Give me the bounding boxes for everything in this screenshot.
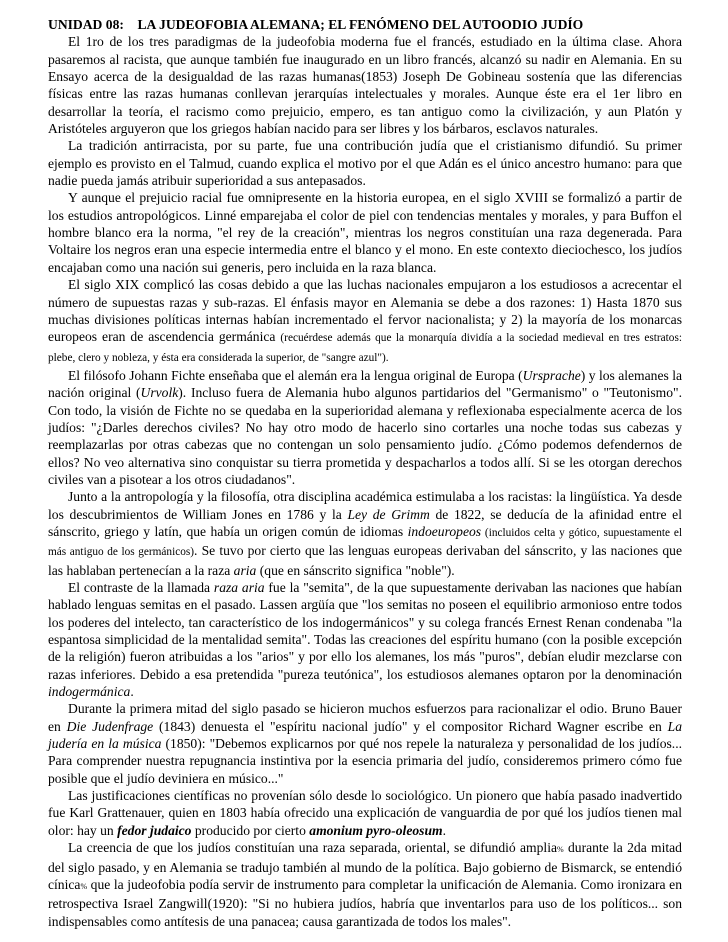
abbrev-mark-1: % xyxy=(557,845,564,855)
term-ley-de-grimm: Ley de Grimm xyxy=(347,506,430,522)
paragraph-9-text-b: producido por cierto xyxy=(191,822,310,838)
paragraph-2: La tradición antirracista, por su parte, fue una contribución judía que el cristianismo difundió. Su primer ejemplo es provisto en el Talmud, cuando explica el motivo por el que Adán es el único ancestro humano: para que nadie pueda jamás atribuir superioridad a sus antepasados. xyxy=(48,138,682,189)
paragraph-5-text-a: El filósofo Johann Fichte enseñaba que el alemán era la lengua original de Europa ( xyxy=(68,367,523,383)
term-raza-aria: raza aria xyxy=(213,580,265,595)
paragraph-1: El 1ro de los tres paradigmas de la judeofobia moderna fue el francés, estudiado en la última clase. Ahora pasaremos al racista, que aunque también fue inaugurado en un libro francés, alcanzó su nadir en Alemania. En su Ensayo acerca de la desigualdad de las razas humanas(1853) Joseph De Gobineau sostenía que las diferencias físicas entre las razas humanas conllevan jerarquías intelectuales y morales. Aunque éste era el 1er libro en desarrollar la teoría, el racismo como prejuicio, empero, es tan antiguo como la civilización, y aun Platón y Aristóteles arguyeron que los griegos habían nacido para ser libres y los bárbaros, esclavos naturales. xyxy=(48,34,682,137)
paragraph-9-text-a: Las justificaciones científicas no provenían sólo desde lo sociológico. Un pionero que había pasado inadvertido fue Karl Grattenauer, quien en 1803 había ofrecido una explicación de vanguardia de por qué los judíos tienen mal olor: hay un xyxy=(48,788,682,838)
term-ursprache: Ursprache xyxy=(522,367,581,383)
term-amonium: amonium pyro-oleosum xyxy=(309,822,443,838)
abbrev-mark-2: % xyxy=(80,881,88,891)
paragraph-7-text-c: . xyxy=(130,684,134,700)
paragraph-8-text-c: (1850): "Debemos explicarnos por qué nos repele la naturaleza y personalidad de los judíos... Para comprender nuestra repugnancia instintiva por la esencia primaria del judío, consideremos primero cómo fue posible que el judío deviniera en músico..." xyxy=(48,736,682,786)
paragraph-6-text-d: (que en sánscrito significa "noble"). xyxy=(256,562,455,578)
paragraph-10 xyxy=(48,839,682,930)
paragraph-5-text-c: ). Incluso fuera de Alemania hubo algunos partidarios del "Germanismo" o "Teutonismo". Con todo, la visión de Fichte no se quedaba en la superioridad alemana y reflexionaba especialmente acerca de los judíos: "¿Darles derechos civiles? No hay otro modo de hacerlo sino cortarles una noche todas sus cabezas y reemplazarlas por otras cabezas que no contengan un solo pensamiento judío. ¿Cómo podemos defendernos de ellos? No veo alternativa sino conquistar su tierra prometida y despacharlos a todos allí. Si se les otorgan derechos civiles van a pisotear a los otros ciudadanos". xyxy=(48,385,683,487)
paragraph-6-text-c: . Se tuvo por cierto que las lenguas europeas derivaban del sánscrito, y las naciones que las hablaban pertenecían a la raza xyxy=(48,543,682,578)
paragraph-5-text-b: ) y los alemanes la nación original ( xyxy=(48,367,683,401)
title-die-judenfrage: Die Judenfrage xyxy=(66,718,154,734)
term-aria: aria xyxy=(233,562,257,578)
term-indoeuropeos: indoeuropeos xyxy=(407,523,482,539)
paragraph-6-text-a: Junto a la antropología y la filosofía, otra disciplina académica estimulaba a los racistas: la lingüística. Ya desde los descubrimientos de William Jones en 1786 y la xyxy=(48,489,682,522)
paragraph-10-text-b: durante la 2da mitad del siglo pasado, y en Alemania se tradujo también al mundo de la política. Bajo gobierno de Bismarck, se entendió cínica xyxy=(48,840,682,892)
document-title: UNIDAD 08: LA JUDEOFOBIA ALEMANA; EL FENÓMENO DEL AUTOODIO JUDÍO xyxy=(48,17,584,32)
paragraph-9-text-c: . xyxy=(442,822,446,838)
paragraph-4-text: El siglo XIX complicó las cosas debido a que las luchas nacionales empujaron a los estudiosos a acrecentar el número de supuestas razas y sub-razas. El énfasis mayor en Alemania se debe a dos razones: 1) Hasta 1870 sus muchas divisiones políticas internas habían incrementado el fervor nacionalista; y 2) la mayoría de los monarcas europeos eran de ascendencia germánica xyxy=(48,277,682,345)
paragraph-10-text-a: La creencia de que los judíos constituían una raza separada, oriental, se difundió amplia xyxy=(68,840,558,856)
term-fedor-judaico: fedor judaico xyxy=(117,822,192,838)
paragraph-8-text-b: (1843) denuesta el "espíritu nacional judío" y el compositor Richard Wagner escribe en xyxy=(153,718,668,734)
paragraph-9 xyxy=(48,787,682,839)
paragraph-3: Y aunque el prejuicio racial fue omnipresente en la historia europea, en el siglo XVIII se formalizó a partir de los estudios antropológicos. Linné emparejaba el color de piel con tendencias mentales y morales, y para Buffon el hombre blanco era la norma, "el rey de la creación", mientras los negros constituían una raza degenerada. Para Voltaire los negros eran una especie intermedia entre el blanco y el mono. En este contexto dieciochesco, los judíos encajaban como una nación sui generis, pero incluida en la raza blanca. xyxy=(48,190,682,275)
paragraph-7-text-a: El contraste de la llamada xyxy=(68,580,214,595)
paragraph-10-text-c: que la judeofobia podía servir de instrumento para completar la unificación de Alemania. Como ironizara en retrospectiva Israel Zangwill(1920): "Si no hubiera judíos, habría que inventarlos para uso de los políticos... son indispensables como antítesis de una panacea; causa garantizada de todos los males". xyxy=(48,876,682,929)
title-la-juderia: La judería en la música xyxy=(48,718,683,752)
paragraph-4 xyxy=(48,276,682,367)
paragraph-7 xyxy=(48,579,682,700)
paragraph-7-text-b: fue la "semita", de la que supuestamente derivaban las naciones que habían hablado lenguas semitas en el pasado. Lassen argüía que "los semitas no poseen el equilibrio armonioso entre todos los poderes del intelecto, tan característico de los indogermánicos" y su colega francés Ernest Renan condenaba "la espantosa simplicidad de la mentalidad semita". Todas las creaciones del espíritu humano (con la posible excepción de la religión) fueron atribuidas a los "arios" y por ello los alemanes, los más "puros", debían eludir mezclarse con razas inferiores. Debido a esa pretendida "pureza teutónica", los estudiosos alemanes optaron por la denominación xyxy=(48,580,682,682)
paragraph-6 xyxy=(48,488,682,579)
paragraph-4-note: (recuérdese además que la monarquía dividía a la sociedad medieval en tres estratos: plebe, clero y nobleza, y ésta era considerada la superior, de "sangre azul"). xyxy=(48,332,682,364)
term-urvolk: Urvolk xyxy=(140,385,179,401)
paragraph-8 xyxy=(48,700,682,787)
paragraph-6-text-b: de 1822, se deducía de la afinidad entre el sánscrito, griego y latín, que había un origen común de idiomas xyxy=(48,506,682,539)
term-indogermanica: indogermánica xyxy=(48,684,131,700)
paragraph-5 xyxy=(48,367,682,488)
paragraph-8-text-a: Durante la primera mitad del siglo pasado se hicieron muchos esfuerzos para racionalizar el odio. Bruno Bauer en xyxy=(48,701,682,734)
paragraph-6-note: (incluidos celta y gótico, supuestamente el más antiguo de los germánicos) xyxy=(48,526,682,559)
